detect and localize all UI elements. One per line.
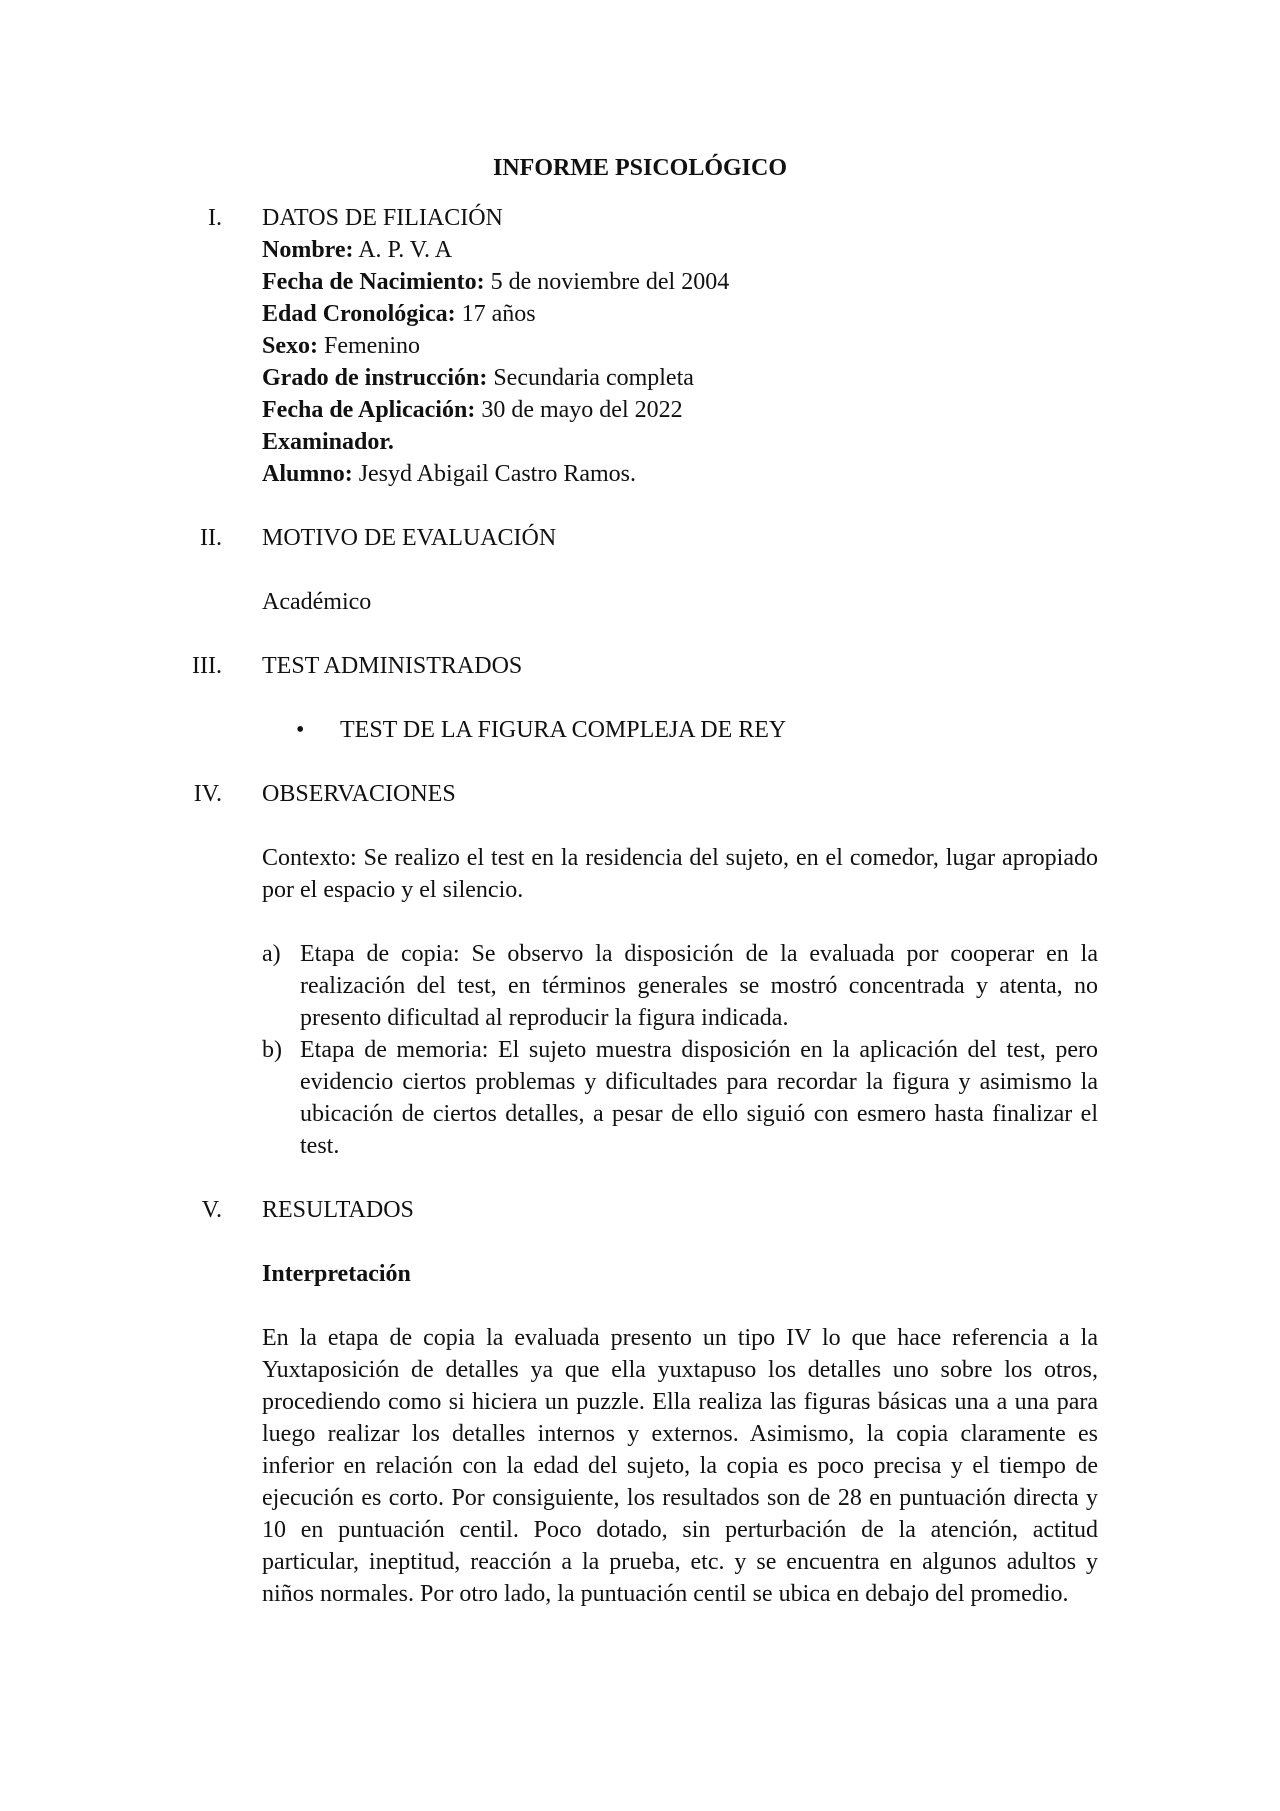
section-1-title: DATOS DE FILIACIÓN [262,205,503,231]
motivo-text: Académico [262,589,372,615]
field-grado-instruccion: Grado de instrucción: Secundaria completa [262,365,694,391]
field-alumno: Alumno: Jesyd Abigail Castro Ramos. [262,461,637,487]
section-5-title: RESULTADOS [262,1197,414,1223]
document-title: INFORME PSICOLÓGICO [492,155,788,181]
contexto-paragraph: Contexto: Se realizo el test en la residencia del sujeto, en el comedor, lugar apropiado por el espacio y el silencio. [262,845,1098,903]
list-marker: b) [262,1037,282,1063]
list-item-text: Etapa de copia: Se observo la disposición de la evaluada por cooperar en la realización del test, en términos generales se mostró concentrada y atenta, no presento dificultad al reproducir la figura indicada. [300,941,1098,1031]
field-examinador: Examinador. [262,429,394,455]
filiacion-list [262,234,1098,490]
section-2-title: MOTIVO DE EVALUACIÓN [262,525,557,551]
field-sexo: Sexo: Femenino [262,333,420,359]
section-4-title: OBSERVACIONES [262,781,456,807]
section-5-number: V. [201,1197,222,1223]
section-3-title: TEST ADMINISTRADOS [262,653,523,679]
interpretacion-subtitle: Interpretación [262,1261,411,1287]
bullet-icon: • [296,717,305,743]
list-marker: a) [262,941,281,967]
field-edad-cronologica: Edad Cronológica: 17 años [262,301,536,327]
section-3-number: III. [192,653,222,679]
field-nombre: Nombre: A. P. V. A [262,237,453,263]
field-fecha-nacimiento: Fecha de Nacimiento: 5 de noviembre del 2004 [262,269,730,295]
section-4-number: IV. [193,781,222,807]
section-2-number: II. [200,525,222,551]
observaciones-list [262,938,1098,1162]
list-item [262,938,1098,1034]
test-name: TEST DE LA FIGURA COMPLEJA DE REY [340,717,787,743]
field-fecha-aplicacion: Fecha de Aplicación: 30 de mayo del 2022 [262,397,683,423]
list-item [262,1034,1098,1162]
list-item-text: Etapa de memoria: El sujeto muestra disposición en la aplicación del test, pero evidencio ciertos problemas y dificultades para recordar la figura y asimismo la ubicación de ciertos detalles, a pesar de ello siguió con esmero hasta finalizar el test. [300,1037,1098,1159]
interpretacion-paragraph: En la etapa de copia la evaluada presento un tipo IV lo que hace referencia a la Yuxtaposición de detalles ya que ella yuxtapuso los detalles uno sobre los otros, procediendo como si hiciera un puzzle. Ella realiza las figuras básicas una a una para luego realizar los detalles internos y externos. Asimismo, la copia claramente es inferior en relación con la edad del sujeto, la copia es poco precisa y el tiempo de ejecución es corto. Por consiguiente, los resultados son de 28 en puntuación directa y 10 en puntuación centil. Poco dotado, sin perturbación de la atención, actitud particular, ineptitud, reacción a la prueba, etc. y se encuentra en algunos adultos y niños normales. Por otro lado, la puntuación centil se ubica en debajo del promedio. [262,1325,1098,1607]
section-1-number: I. [208,205,222,231]
